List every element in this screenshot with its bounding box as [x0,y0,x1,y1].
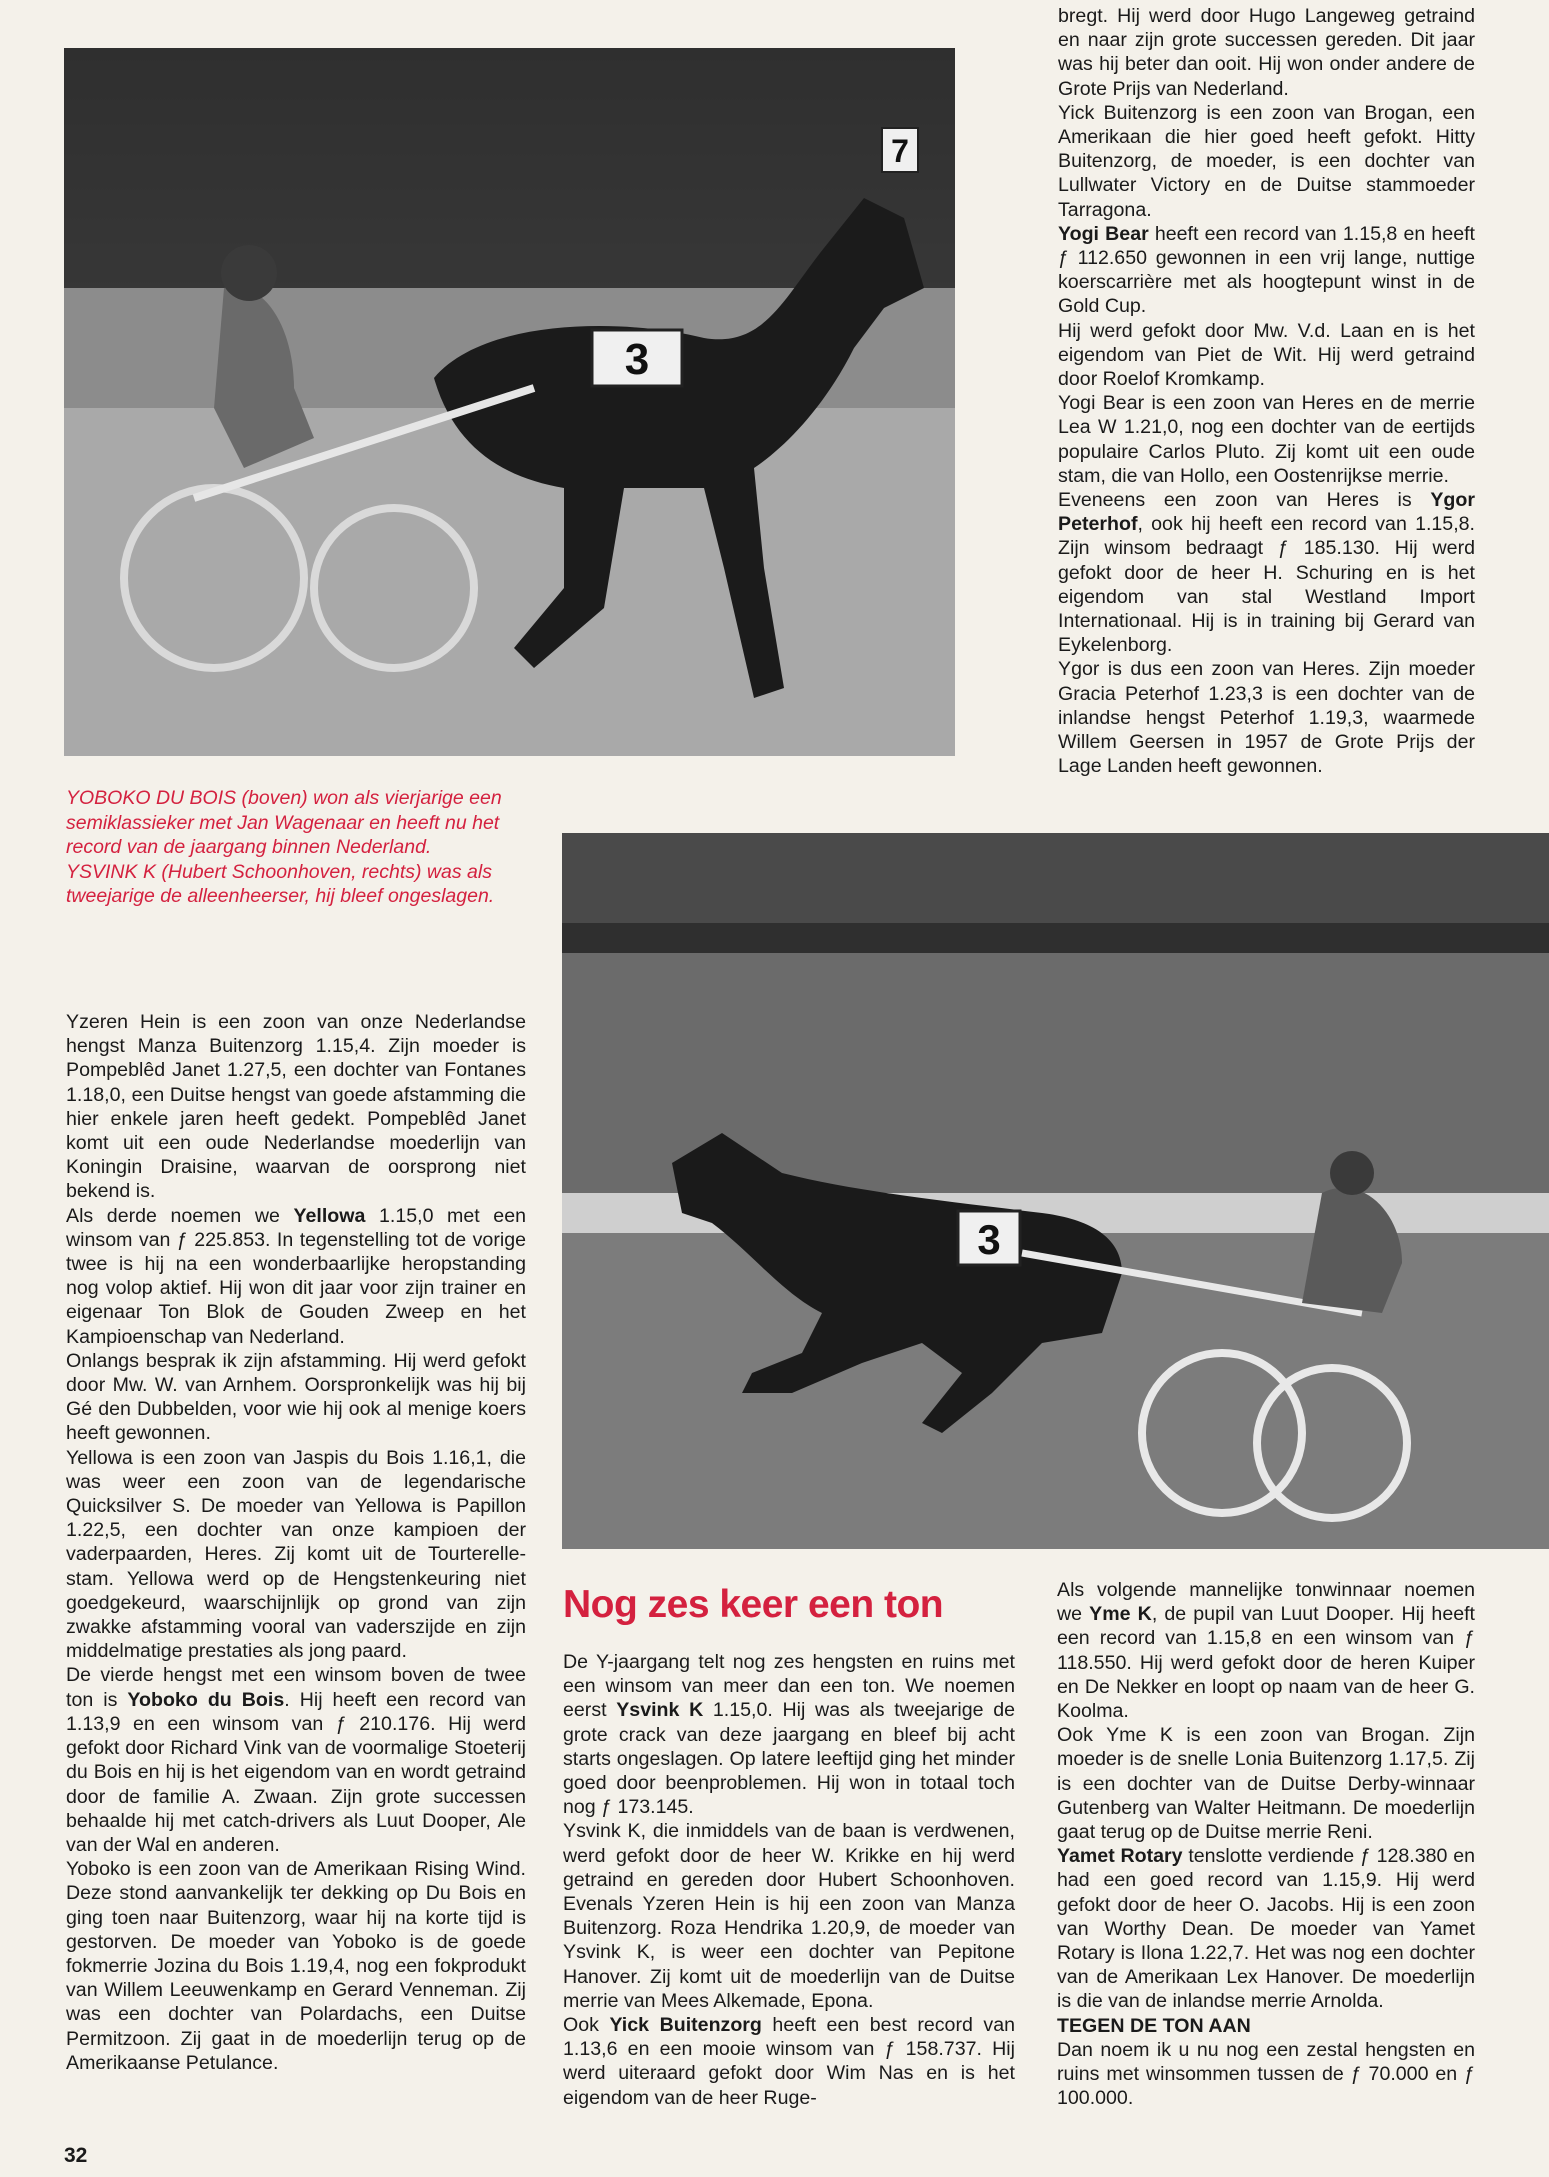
paragraph: Yogi Bear is een zoon van Heres en de merrie Lea W 1.21,0, nog een dochter van de eertijds populaire Carlos Pluto. Zij komt uit een oude stam, die van Hollo, een Oostenrijkse merrie. [1058,392,1475,487]
harness-race-photo-top [64,48,955,756]
paragraph: Dan noem ik u nu nog een zestal hengsten en ruins met winsommen tussen de ƒ 70.000 en ƒ 100.000. [1057,2038,1475,2110]
horse-name: Yamet Rotary [1057,1845,1183,1868]
photo-caption [66,786,528,909]
paragraph-yoboko: De vierde hengst met een winsom boven de twee ton is Yoboko du Bois. Hij heeft een record van 1.13,9 en een winsom van ƒ 210.176. Hij werd gefokt door Richard Vink van de voormalige Stoeterij du Bois en hij is het eigendom van en wordt getraind door de familie A. Zwaan. Zijn grote successen behaalde hij met catch-drivers als Luut Dooper, Ale van der Wal en anderen. [66,1664,526,1856]
section-subhead: TEGEN DE TON AAN [1057,2014,1251,2037]
horse-name: Ysvink K [616,1699,704,1722]
paragraph-yamet: Yamet Rotary tenslotte verdiende ƒ 128.380 en had een goed record van 1.15,9. Hij werd gefokt door de heer O. Jacobs. Hij is een zoon van Worthy Dean. De moeder van Yamet Rotary is Ilona 1.22,7. Het was nog een dochter van de Amerikaan Lex Hanover. De moederlijn is die van de inlandse merrie Arnolda. [1057,1845,1475,2013]
paragraph-ygor-peterhof: Eveneens een zoon van Heres is Ygor Peterhof, ook hij heeft een record van 1.15,8. Zijn winsom bedraagt ƒ 185.130. Hij werd gefokt door de heer H. Schuring en is het eigendom van stal Westland Import Internationaal. Hij is in training bij Gerard van Eykelenborg. [1058,489,1475,657]
saddle-number-text: 3 [977,1216,1001,1263]
paragraph: bregt. Hij werd door Hugo Langeweg getraind en naar zijn grote successen gereden. Dit jaar was hij beter dan ooit. Hij won onder andere de Grote Prijs van Nederland. [1058,5,1475,100]
paragraph: Yellowa is een zoon van Jaspis du Bois 1.16,1, die was weer een zoon van de legendarische Quicksilver S. De moeder van Yellowa is Papillon 1.22,5, een dochter van onze kampioen der vaderpaarden, Heres. Zij komt uit de Tourterelle-stam. Yellowa werd op de Hengstenkeuring niet goedgekeurd, waarschijnlijk op grond van zijn zwakke afstamming vooral van vaderszijde en zijn middelmatige prestaties als jong paard. [66,1446,526,1663]
page-number: 32 [64,2144,88,2167]
column-left [66,1010,526,2075]
head-number-text: 7 [891,133,909,169]
column-right-bottom [1057,1578,1475,2110]
paragraph: Hij werd gefokt door Mw. V.d. Laan en is het eigendom van Piet de Wit. Hij werd getraind door Roelof Kromkamp. [1058,319,1475,391]
column-right-top [1058,4,1475,779]
harness-race-photo-bottom [562,833,1549,1549]
horse-name: Yick Buitenzorg [609,2014,762,2037]
paragraph-ysvink: De Y-jaargang telt nog zes hengsten en ruins met een winsom van meer dan een ton. We noemen eerst Ysvink K 1.15,0. Hij was als tweejarige de grote crack van deze jaargang en bleef bij acht starts ongeslagen. Op latere leeftijd ging het minder goed door beenproblemen. Hij won in totaal toch nog ƒ 173.145. [563,1651,1015,1819]
paragraph: Ook Yme K is een zoon van Brogan. Zijn moeder is de snelle Lonia Buitenzorg 1.17,5. Zij is een dochter van de Duitse Derby-winnaar Gutenberg van Walter Heitmann. De moederlijn gaat terug op de Duitse merrie Reni. [1057,1724,1475,1844]
horse-name: Yellowa [293,1204,366,1227]
caption-line: YOBOKO DU BOIS (boven) won als vierjarige een semiklassieker met Jan Wagenaar en heeft nu het record van de jaargang binnen Nederland. [66,787,502,858]
photo-bottom-harness-racer [562,833,1549,1549]
paragraph-yick: Ook Yick Buitenzorg heeft een best record van 1.13,6 en een mooie winsom van ƒ 158.737. Hij werd uiteraard gefokt door Wim Nas en is het eigendom van de heer Ruge- [563,2014,1015,2109]
article-headline: Nog zes keer een ton [563,1583,944,1626]
column-middle [563,1650,1015,2110]
saddle-number-text: 3 [624,335,650,384]
paragraph: Onlangs besprak ik zijn afstamming. Hij werd gefokt door Mw. W. van Arnhem. Oorspronkelijk was hij bij Gé den Dubbelden, voor wie hij ook al menige koers heeft gewonnen. [66,1349,526,1445]
paragraph: Ygor is dus een zoon van Heres. Zijn moeder Gracia Peterhof 1.23,3 is een dochter van de inlandse hengst Peterhof 1.19,3, waarmede Willem Geersen in 1957 de Grote Prijs der Lage Landen heeft gewonnen. [1058,658,1475,778]
horse-name: Ygor Peterhof [1058,489,1475,536]
caption-line: YSVINK K (Hubert Schoonhoven, rechts) was als tweejarige de alleenheerser, hij bleef ongeslagen. [66,860,495,907]
paragraph: Yzeren Hein is een zoon van onze Nederlandse hengst Manza Buitenzorg 1.15,4. Zijn moeder is Pompeblêd Janet 1.27,5, een dochter van Fontanes 1.18,0, een Duitse hengst van goede afstamming die hier enkele jaren heeft gedekt. Pompeblêd Janet komt uit een oude Nederlandse moederlijn van Koningin Draisine, waarvan de oorsprong niet bekend is. [66,1011,526,1203]
paragraph: Yick Buitenzorg is een zoon van Brogan, een Amerikaan die hier goed heeft gefokt. Hitty Buitenzorg, de moeder, is een dochter van Lullwater Victory en de Duitse stammoeder Tarragona. [1058,101,1475,221]
paragraph: Ysvink K, die inmiddels van de baan is verdwenen, werd gefokt door de heer W. Krikke en hij werd getraind en gereden door Hubert Schoonhoven. Evenals Yzeren Hein is hij een zoon van Manza Buitenzorg. Roza Hendrika 1.20,9, de moeder van Ysvink K, is weer een dochter van Pepitone Hanover. Zij komt uit de moederlijn van de Duitse merrie van Mees Alkemade, Epona. [563,1820,1015,2012]
paragraph-yme: Als volgende mannelijke tonwinnaar noemen we Yme K, de pupil van Luut Dooper. Hij heeft een record van 1.15,8 en een winsom van ƒ 118.550. Hij werd gefokt door de heren Kuiper en De Nekker en loopt op naam van de heer G. Koolma. [1057,1579,1475,1723]
paragraph: Yoboko is een zoon van de Amerikaan Rising Wind. Deze stond aanvankelijk ter dekking op Du Bois en ging toen naar Buitenzorg, waar hij na korte tijd is gestorven. De moeder van Yoboko is de goede fokmerrie Jozina du Bois 1.19,4, nog een fokprodukt van Willem Leeuwenkamp en Gerard Venneman. Zij was een dochter van Polardachs, een Duitse Permitzoon. Zij gaat in de moederlijn terug op de Amerikaanse Petulance. [66,1858,526,2074]
horse-name: Yoboko du Bois [127,1688,285,1711]
paragraph-yellowa: Als derde noemen we Yellowa 1.15,0 met een winsom van ƒ 225.853. In tegenstelling tot de vorige twee is hij na een wonderbaarlijke heropstanding nog volop aktief. Hij won dit jaar voor zijn trainer en eigenaar Ton Blok de Gouden Zweep en het Kampioenschap van Nederland. [66,1204,526,1348]
horse-name: Yme K [1089,1603,1152,1626]
paragraph-yogi-bear: Yogi Bear heeft een record van 1.15,8 en heeft ƒ 112.650 gewonnen in een vrij lange, nuttige koerscarrière met als hoogtepunt winst in de Gold Cup. [1058,222,1475,318]
photo-top-harness-racer [64,48,955,756]
horse-name: Yogi Bear [1058,222,1149,245]
